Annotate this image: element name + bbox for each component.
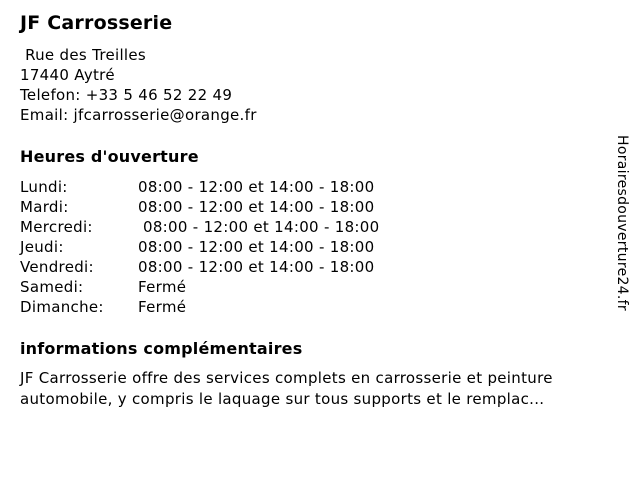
address-street: Rue des Treilles — [20, 46, 147, 64]
site-watermark: Horairesdouverture24.fr — [614, 135, 630, 311]
contact-block — [20, 45, 640, 125]
day-hours: 08:00 - 12:00 et 14:00 - 18:00 — [138, 238, 375, 256]
day-label: Mercredi: — [20, 218, 93, 236]
day-label: Dimanche: — [20, 298, 104, 316]
day-hours: 08:00 - 12:00 et 14:00 - 18:00 — [138, 198, 375, 216]
hours-row-sunday — [20, 297, 640, 317]
hours-row-wednesday — [20, 217, 640, 237]
hours-row-friday — [20, 257, 640, 277]
day-hours: 08:00 - 12:00 et 14:00 - 18:00 — [138, 258, 375, 276]
business-name: JF Carrosserie — [20, 12, 173, 34]
address-city: 17440 Aytré — [20, 66, 115, 84]
day-label: Mardi: — [20, 198, 69, 216]
day-label: Jeudi: — [20, 238, 64, 256]
opening-hours-table — [20, 177, 640, 317]
hours-row-monday — [20, 177, 640, 197]
opening-hours-heading: Heures d'ouverture — [20, 147, 199, 166]
day-hours: Fermé — [138, 298, 187, 316]
day-label: Lundi: — [20, 178, 68, 196]
email-line: Email: jfcarrosserie@orange.fr — [20, 106, 257, 124]
phone-line: Telefon: +33 5 46 52 22 49 — [20, 86, 233, 104]
additional-info-heading: informations complémentaires — [20, 339, 303, 358]
day-hours: 08:00 - 12:00 et 14:00 - 18:00 — [143, 218, 380, 236]
day-hours: 08:00 - 12:00 et 14:00 - 18:00 — [138, 178, 375, 196]
hours-row-tuesday — [20, 197, 640, 217]
day-label: Samedi: — [20, 278, 84, 296]
day-hours: Fermé — [138, 278, 187, 296]
additional-info-text: JF Carrosserie offre des services complets en carrosserie et peinture automobile, y compris le laquage sur tous supports et le remplac... — [20, 369, 553, 408]
day-label: Vendredi: — [20, 258, 94, 276]
hours-row-thursday — [20, 237, 640, 257]
hours-row-saturday — [20, 277, 640, 297]
